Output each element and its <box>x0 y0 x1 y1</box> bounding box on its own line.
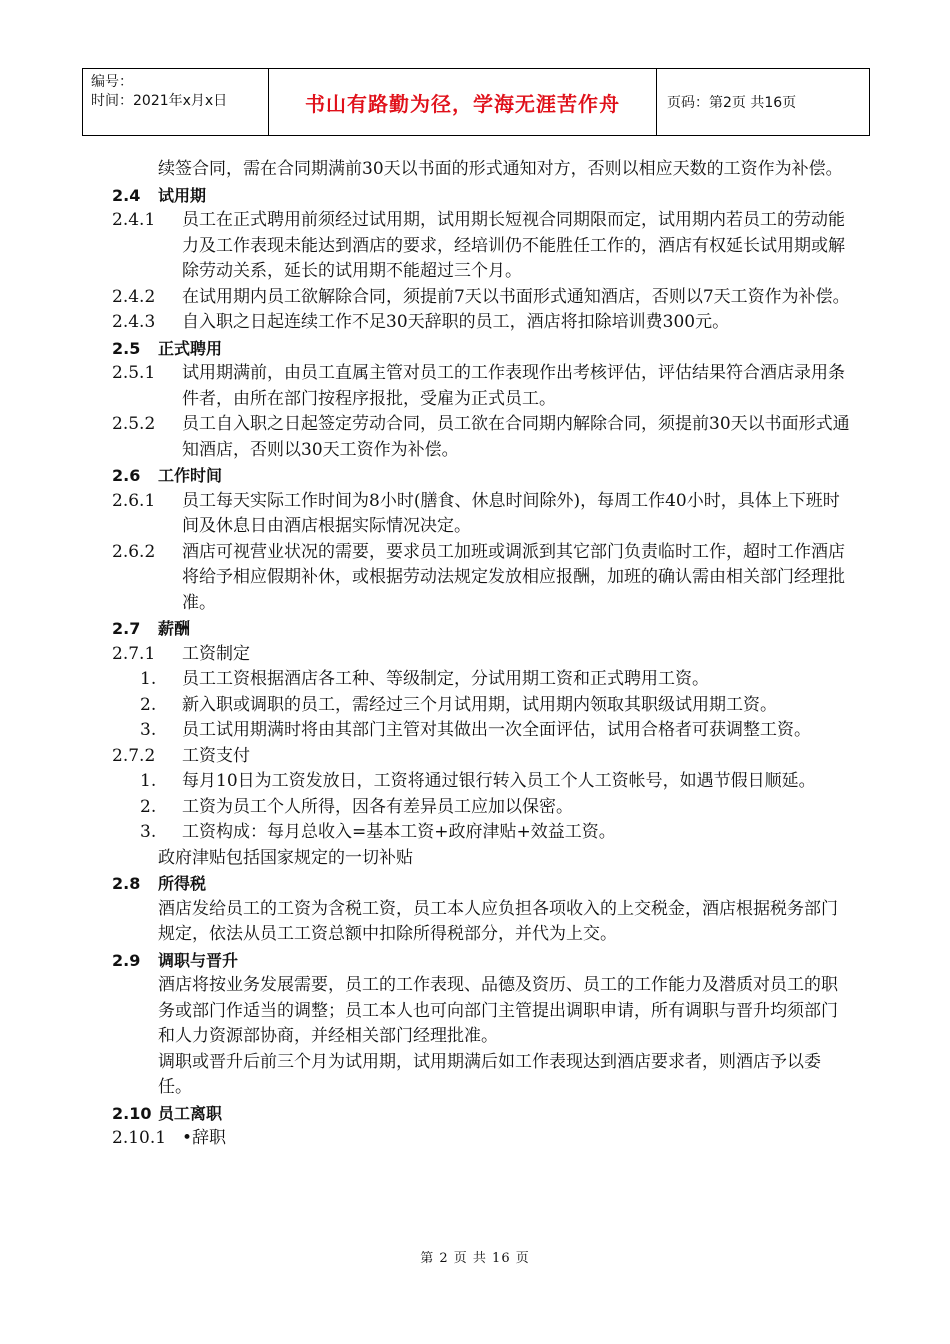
section-title: 所得税 <box>158 874 207 893</box>
list-item <box>112 820 852 846</box>
list-item <box>112 693 852 719</box>
list-item-text: 工资构成：每月总收入=基本工资+政府津贴+效益工资。 <box>182 822 616 842</box>
section-paragraph: 调职或晋升后前三个月为试用期，试用期满后如工作表现达到酒店要求者，则酒店予以委任。 <box>158 1051 821 1097</box>
list-item-number: 1. <box>140 669 157 689</box>
clause-text: •辞职 <box>182 1128 227 1148</box>
section-title: 薪酬 <box>158 619 191 638</box>
list-item-number: 3. <box>140 822 157 842</box>
clause-number: 2.6.2 <box>112 541 156 562</box>
clause-number: 2.6.1 <box>112 490 156 511</box>
section-heading <box>112 1101 852 1127</box>
section-number: 2.6 <box>112 466 141 485</box>
list-item-text: 新入职或调职的员工，需经过三个月试用期，试用期内领取其职级试用期工资。 <box>182 694 777 715</box>
list-item <box>112 718 852 744</box>
continued-paragraph: 续签合同，需在合同期满前30天以书面的形式通知对方，否则以相应天数的工资作为补偿。 <box>158 159 843 179</box>
clause-number: 2.10.1 <box>112 1128 167 1148</box>
clause-number: 2.7.2 <box>112 745 156 766</box>
document-time-label: 时间：2021年x月x日 <box>91 93 228 109</box>
clause <box>112 285 852 311</box>
section-title: 正式聘用 <box>158 338 223 358</box>
clause-text: 自入职之日起连续工作不足30天辞职的员工，酒店将扣除培训费300元。 <box>182 312 730 332</box>
list-item <box>112 769 852 795</box>
clause <box>112 208 852 285</box>
list-item-number: 2. <box>140 694 157 715</box>
section-paragraph: 酒店发给员工的工资为含税工资，员工本人应负担各项收入的上交税金，酒店根据税务部门规定，依法从员工工资总额中扣除所得税部分，并代为上交。 <box>158 898 838 944</box>
section-number: 2.9 <box>112 950 141 970</box>
clause <box>112 1126 852 1152</box>
clause-text: 员工在正式聘用前须经过试用期，试用期长短视合同期限而定，试用期内若员工的劳动能力及工作表现未能达到酒店的要求，经培训仍不能胜任工作的，酒店有权延长试用期或解除劳动关系，延长的试用期不能超过三个月。 <box>182 210 845 281</box>
clause-number: 2.4.3 <box>112 312 156 332</box>
clause-number: 2.7.1 <box>112 643 156 664</box>
list-item-number: 3. <box>140 720 157 740</box>
section-title: 试用期 <box>158 185 207 205</box>
list-item-number: 1. <box>140 771 157 791</box>
clause <box>112 744 852 770</box>
list-item-text: 员工试用期满时将由其部门主管对其做出一次全面评估，试用合格者可获调整工资。 <box>182 720 811 740</box>
section-number: 2.8 <box>112 874 141 893</box>
page-footer: 第 2 页 共 16 页 <box>420 1251 530 1266</box>
section-number: 2.7 <box>112 619 141 638</box>
clause-text: 在试用期内员工欲解除合同，须提前7天以书面形式通知酒店，否则以7天工资作为补偿。 <box>182 286 850 307</box>
list-item-text: 工资为员工个人所得，因各有差异员工应加以保密。 <box>182 796 573 817</box>
section-heading <box>112 463 852 489</box>
header-page-info: 页码：第2页 共16页 <box>667 95 797 111</box>
page-header <box>82 68 870 136</box>
list-item-text: 每月10日为工资发放日，工资将通过银行转入员工个人工资帐号，如遇节假日顺延。 <box>182 771 816 791</box>
clause-text: 酒店可视营业状况的需要，要求员工加班或调派到其它部门负责临时工作，超时工作酒店将给予相应假期补休，或根据劳动法规定发放相应报酬，加班的确认需由相关部门经理批准。 <box>182 541 845 613</box>
list-item-text: 员工工资根据酒店各工种、等级制定，分试用期工资和正式聘用工资。 <box>182 669 709 689</box>
clause <box>112 412 852 463</box>
section-heading <box>112 336 852 362</box>
section-title: 工作时间 <box>158 466 223 485</box>
clause-number: 2.5.1 <box>112 363 156 383</box>
header-meta <box>83 69 269 135</box>
section-heading <box>112 183 852 209</box>
document-body <box>112 157 852 1152</box>
clause-number: 2.4.1 <box>112 210 156 230</box>
clause <box>112 642 852 668</box>
header-motto: 书山有路勤为径，学海无涯苦作舟 <box>269 69 657 135</box>
note-paragraph: 政府津贴包括国家规定的一切补贴 <box>158 847 413 868</box>
document-number-label: 编号： <box>91 74 133 90</box>
clause <box>112 361 852 412</box>
clause-number: 2.5.2 <box>112 414 156 434</box>
clause <box>112 310 852 336</box>
clause-number: 2.4.2 <box>112 286 156 307</box>
clause-text: 员工每天实际工作时间为8小时(膳食、休息时间除外)，每周工作40小时，具体上下班时间及休息日由酒店根据实际情况决定。 <box>182 490 840 536</box>
section-title: 员工离职 <box>158 1103 223 1123</box>
section-heading <box>112 616 852 642</box>
clause-text: 工资支付 <box>182 745 250 766</box>
clause-text: 工资制定 <box>182 643 250 664</box>
list-item <box>112 795 852 821</box>
section-paragraph: 酒店将按业务发展需要，员工的工作表现、品德及资历、员工的工作能力及潜质对员工的职务或部门作适当的调整；员工本人也可向部门主管提出调职申请，所有调职与晋升均须部门和人力资源部协商，并经相关部门经理批准。 <box>158 975 838 1046</box>
clause-text: 员工自入职之日起签定劳动合同，员工欲在合同期内解除合同，须提前30天以书面形式通知酒店，否则以30天工资作为补偿。 <box>182 414 850 460</box>
section-heading <box>112 948 852 974</box>
section-number: 2.5 <box>112 338 141 358</box>
list-item <box>112 667 852 693</box>
section-title: 调职与晋升 <box>158 950 239 970</box>
list-item-number: 2. <box>140 796 157 817</box>
clause <box>112 540 852 617</box>
section-heading <box>112 871 852 897</box>
section-number: 2.4 <box>112 185 141 205</box>
clause <box>112 489 852 540</box>
section-number: 2.10 <box>112 1103 152 1123</box>
clause-text: 试用期满前，由员工直属主管对员工的工作表现作出考核评估，评估结果符合酒店录用条件者，由所在部门按程序报批，受雇为正式员工。 <box>182 363 845 409</box>
